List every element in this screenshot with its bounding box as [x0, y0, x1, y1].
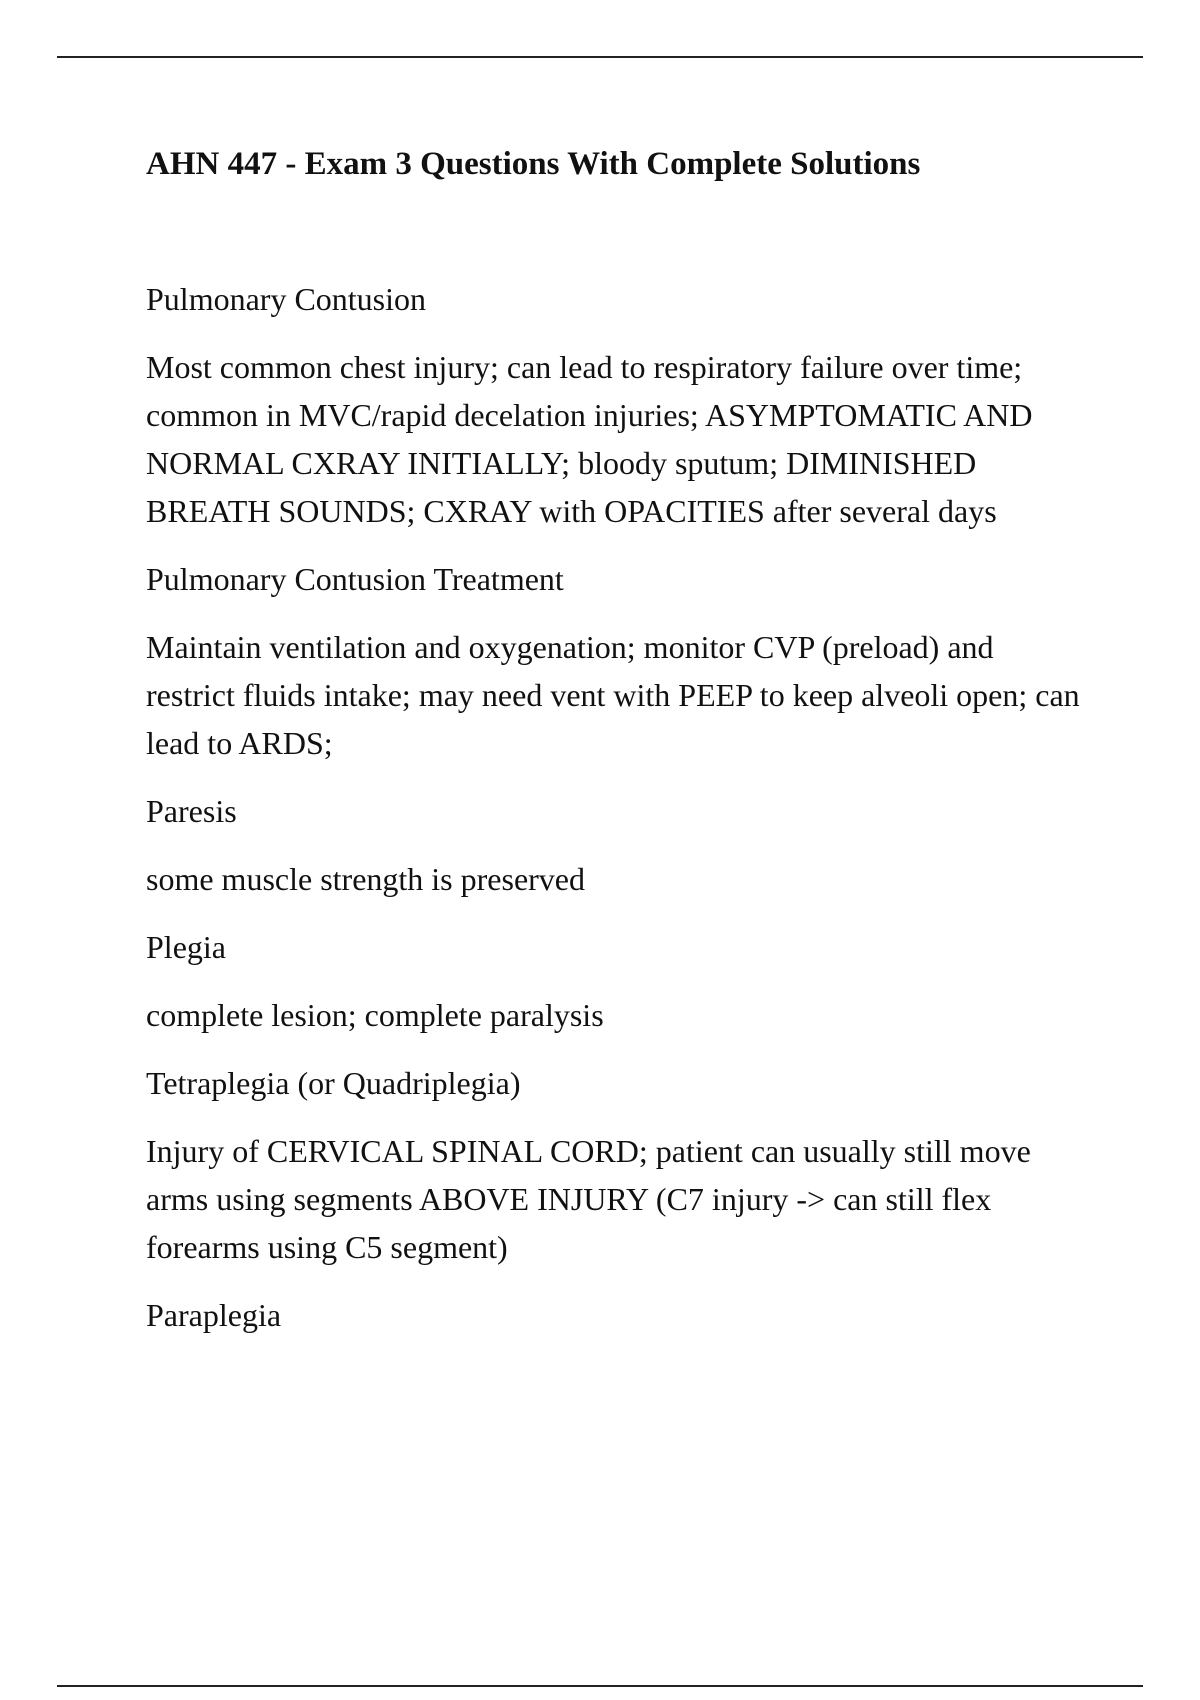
document-title: AHN 447 - Exam 3 Questions With Complete Solutions	[146, 146, 921, 182]
term: Paraplegia	[146, 1297, 282, 1333]
definition: Injury of CERVICAL SPINAL CORD; patient can usually still move arms using segments ABOVE INJURY (C7 injury -> can still flex forearms using C5 segment)	[146, 1133, 1031, 1265]
term: Pulmonary Contusion	[146, 281, 427, 317]
qa-item	[146, 275, 1086, 535]
page-content	[146, 140, 1086, 1359]
definition: complete lesion; complete paralysis	[146, 997, 604, 1033]
definition: Most common chest injury; can lead to respiratory failure over time; common in MVC/rapid decelation injuries; ASYMPTOMATIC AND NORMAL CXRAY INITIALLY; bloody sputum; DIMINISHED BREATH SOUNDS; CXRAY with OPACITIES after several days	[146, 349, 1033, 529]
term: Pulmonary Contusion Treatment	[146, 561, 564, 597]
qa-item	[146, 787, 1086, 903]
definition: some muscle strength is preserved	[146, 861, 585, 897]
qa-item	[146, 555, 1086, 767]
top-divider	[57, 56, 1143, 58]
bottom-divider	[57, 1685, 1143, 1687]
qa-item	[146, 1291, 1086, 1339]
qa-list	[146, 275, 1086, 1339]
definition: Maintain ventilation and oxygenation; monitor CVP (preload) and restrict fluids intake; may need vent with PEEP to keep alveoli open; can lead to ARDS;	[146, 629, 1080, 761]
qa-item	[146, 1059, 1086, 1271]
term: Tetraplegia (or Quadriplegia)	[146, 1065, 521, 1101]
term: Paresis	[146, 793, 237, 829]
term: Plegia	[146, 929, 226, 965]
qa-item	[146, 923, 1086, 1039]
